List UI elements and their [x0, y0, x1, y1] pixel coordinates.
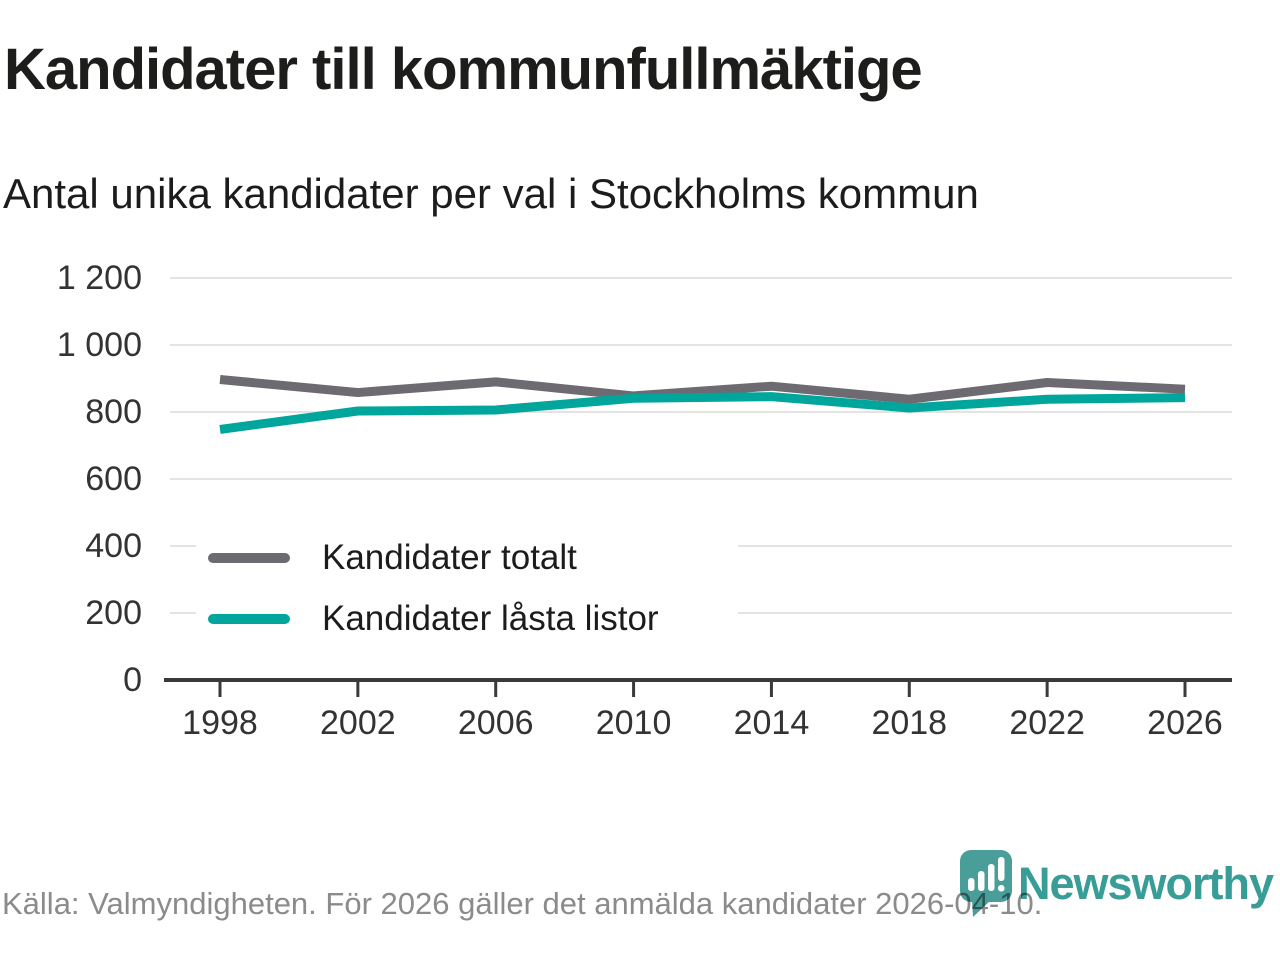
legend-label-lasta-listor: Kandidater låsta listor — [322, 598, 659, 638]
chart-subtitle: Antal unika kandidater per val i Stockholms kommun — [3, 170, 979, 217]
x-tick-label-2014: 2014 — [733, 704, 810, 742]
legend — [196, 527, 738, 649]
x-tick-label-2002: 2002 — [320, 704, 396, 742]
y-tick-label-1000: 1 000 — [56, 326, 142, 364]
x-tick-label-2006: 2006 — [457, 704, 534, 742]
legend-label-totalt: Kandidater totalt — [322, 537, 577, 577]
x-tick-label-2010: 2010 — [595, 704, 672, 742]
newsworthy-wordmark: Newsworthy — [1018, 858, 1274, 909]
y-tick-label-600: 600 — [85, 460, 142, 498]
source-note: Källa: Valmyndigheten. För 2026 gäller det anmälda kandidater 2026-04-10. — [2, 886, 1043, 921]
y-tick-label-0: 0 — [123, 661, 142, 699]
x-tick-label-2022: 2022 — [1009, 704, 1085, 742]
y-tick-label-400: 400 — [85, 527, 142, 565]
legend-swatch-lasta-listor — [208, 614, 290, 624]
y-tick-label-200: 200 — [85, 594, 142, 632]
legend-item-totalt — [208, 538, 738, 578]
y-tick-label-800: 800 — [85, 393, 142, 431]
x-tick-label-2026: 2026 — [1147, 704, 1223, 742]
legend-swatch-totalt — [208, 553, 290, 563]
x-tick-label-1998: 1998 — [182, 704, 258, 742]
line-series-1 — [220, 397, 1185, 430]
y-tick-label-1200: 1 200 — [56, 259, 142, 297]
legend-item-lasta-listor — [208, 599, 738, 639]
x-tick-label-2018: 2018 — [871, 704, 948, 742]
chart-title: Kandidater till kommunfullmäktige — [4, 37, 922, 102]
